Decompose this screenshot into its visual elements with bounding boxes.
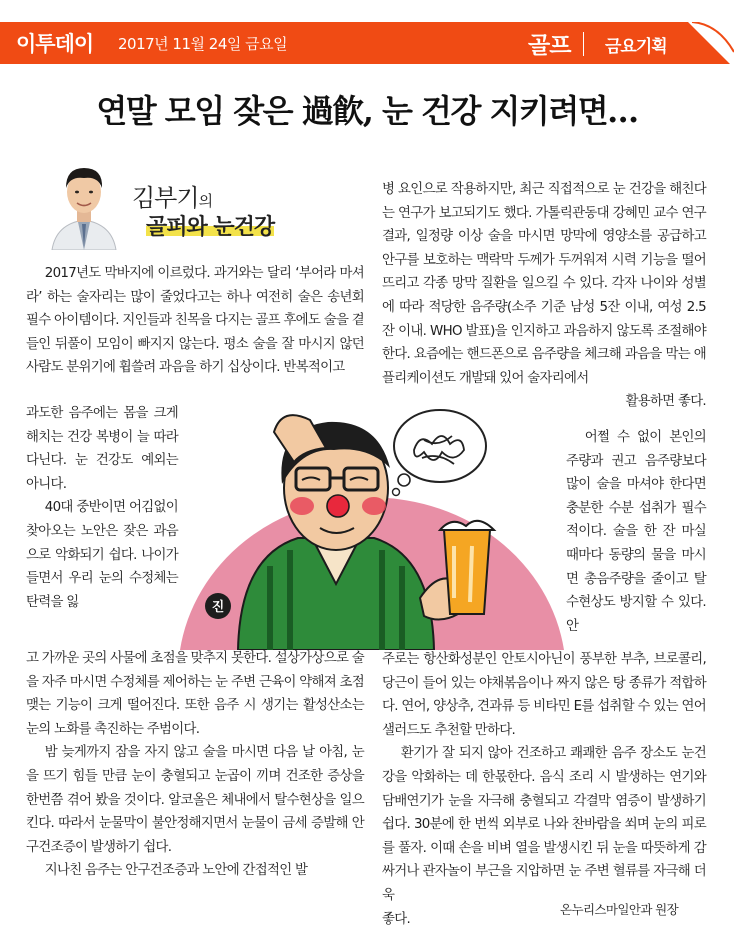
article-right-narrow	[566, 426, 706, 638]
beer-glass-icon	[440, 521, 494, 614]
article-left-bottom	[26, 647, 364, 883]
thought-bubble-icon	[393, 410, 487, 496]
author-photo	[46, 158, 122, 250]
byline	[26, 158, 366, 258]
paragraph: 환기가 잘 되지 않아 건조하고 쾌쾌한 음주 장소도 눈건강을 악화하는 데 한몫한다. 음식 조리 시 발생하는 연기와 담배연기가 눈을 자극해 충혈되고 각결막 염증이 발생하기 쉽다. 30분에 한 번씩 외부로 나와 찬바람을 쐬며 눈의 피로를 풀자. 이때 손을 비벼 열을 발생시킨 뒤 눈을 따뜻하게 감싸거나 관자놀이 부근을 지압하면 눈 주변 혈류를 자극해 더욱	[382, 746, 706, 903]
paragraph: 어쩔 수 없이 본인의 주량과 권고 음주량보다 많이 술을 마셔야 한다면 충분한 수분 섭취가 필수적이다. 술을 한 잔 마실 때마다 동량의 물을 마시면 총음주량을 줄이고 탈수현상도 방지할 수 있다. 안	[566, 430, 706, 634]
author-affiliation: 온누리스마일안과 원장	[560, 902, 679, 917]
issue-date: 2017년 11월 24일 금요일	[118, 35, 288, 53]
paragraph: 활용하면 좋다.	[625, 394, 706, 410]
column-name	[146, 210, 274, 241]
article-left-top	[26, 262, 364, 380]
paragraph: 지나친 음주는 안구건조증과 노안에 간접적인 발	[44, 863, 308, 879]
page-fold-icon	[688, 22, 734, 68]
cartoon-illustration	[178, 388, 566, 650]
author-suffix: 의	[198, 192, 213, 210]
section-label: 골프	[528, 33, 571, 59]
paragraph: 고 가까운 곳의 사물에 초점을 맞추지 못한다. 설상가상으로 술을 자주 마시면 수정체를 제어하는 눈 주변 근육이 약해져 초점 맺는 기능이 크게 떨어진다. 또한 음주 시 생기는 활성산소는 눈의 노화를 촉진하는 주범이다.	[26, 651, 364, 737]
series-label: 금요기획	[605, 37, 667, 57]
paragraph: 병 요인으로 작용하지만, 최근 직접적으로 눈 건강을 해친다는 연구가 보고되기도 했다. 가톨릭관동대 강혜민 교수 연구 결과, 일정량 이상 술을 마시면 망막에 영양소를 공급하고 안구를 보호하는 맥락막 두께가 두꺼워져 시력 기능을 떨어뜨리고 각종 망막 질환을 일으킬 수 있다. 각자 나이와 성별에 따라 적당한 음주량(소주 기준 남성 5잔 이내, 여성 2.5잔 이내. WHO 발표)을 인지하고 과음하지 않도록 조절해야 한다. 요즘에는 핸드폰으로 음주량을 체크해 과음을 막는 애플리케이션도 개발돼 있어 술자리에서	[382, 182, 706, 386]
headline: 연말 모임 잦은 過飮, 눈 건강 지키려면…	[96, 92, 638, 130]
article-right-top	[382, 178, 706, 414]
article-right-bottom	[382, 648, 706, 931]
header-divider	[583, 32, 584, 56]
paragraph: 주로는 항산화성분인 안토시아닌이 풍부한 부추, 브로콜리, 당근이 들어 있는 야채볶음이나 짜지 않은 탕 종류가 적합하다. 연어, 양상추, 견과류 등 비타민 E를 섭취할 수 있는 연어샐러드도 추천할 만하다.	[382, 652, 706, 738]
column-name-text: 골퍼와 눈건강	[146, 215, 275, 240]
paragraph: 2017년도 막바지에 이르렀다. 과거와는 달리 ‘부어라 마셔라’ 하는 술자리는 많이 줄었다고는 하나 여전히 술은 송년회 필수 아이템이다. 지인들과 친목을 다지는 골프 후에도 술을 곁들인 뒤풀이 모임이 빠지지 않는다. 평소 술을 잘 마시지 않던 사람도 분위기에 휩쓸려 과음을 하기 십상이다. 반복적이고	[26, 266, 364, 376]
paragraph: 좋다.	[382, 911, 411, 927]
page-header	[0, 22, 734, 64]
paragraph: 40대 중반이면 어김없이 찾아오는 노안은 잦은 과음으로 악화되기 쉽다. 나이가 들면서 우리 눈의 수정체는 탄력을 잃	[26, 500, 178, 610]
author-name	[132, 178, 212, 213]
author-name-text: 김부기	[132, 184, 199, 212]
paragraph: 밤 늦게까지 잠을 자지 않고 술을 마시면 다음 날 아침, 눈을 뜨기 힘들 만큼 눈이 충혈되고 눈곱이 끼며 건조한 증상을 한번쯤 겪어 봤을 것이다. 알코올은 체내에서 탈수현상을 일으킨다. 따라서 눈물막이 불안정해지면서 눈물이 금세 증발해 안구건조증이 발생하기 쉽다.	[26, 745, 364, 855]
illustrator-signature: 진	[211, 600, 225, 615]
paragraph: 과도한 음주에는 몸을 크게 해치는 건강 복병이 늘 따라다닌다. 눈 건강도 예외는 아니다.	[26, 406, 178, 492]
brand-name: 이투데이	[16, 32, 94, 56]
article-left-narrow	[26, 402, 178, 614]
